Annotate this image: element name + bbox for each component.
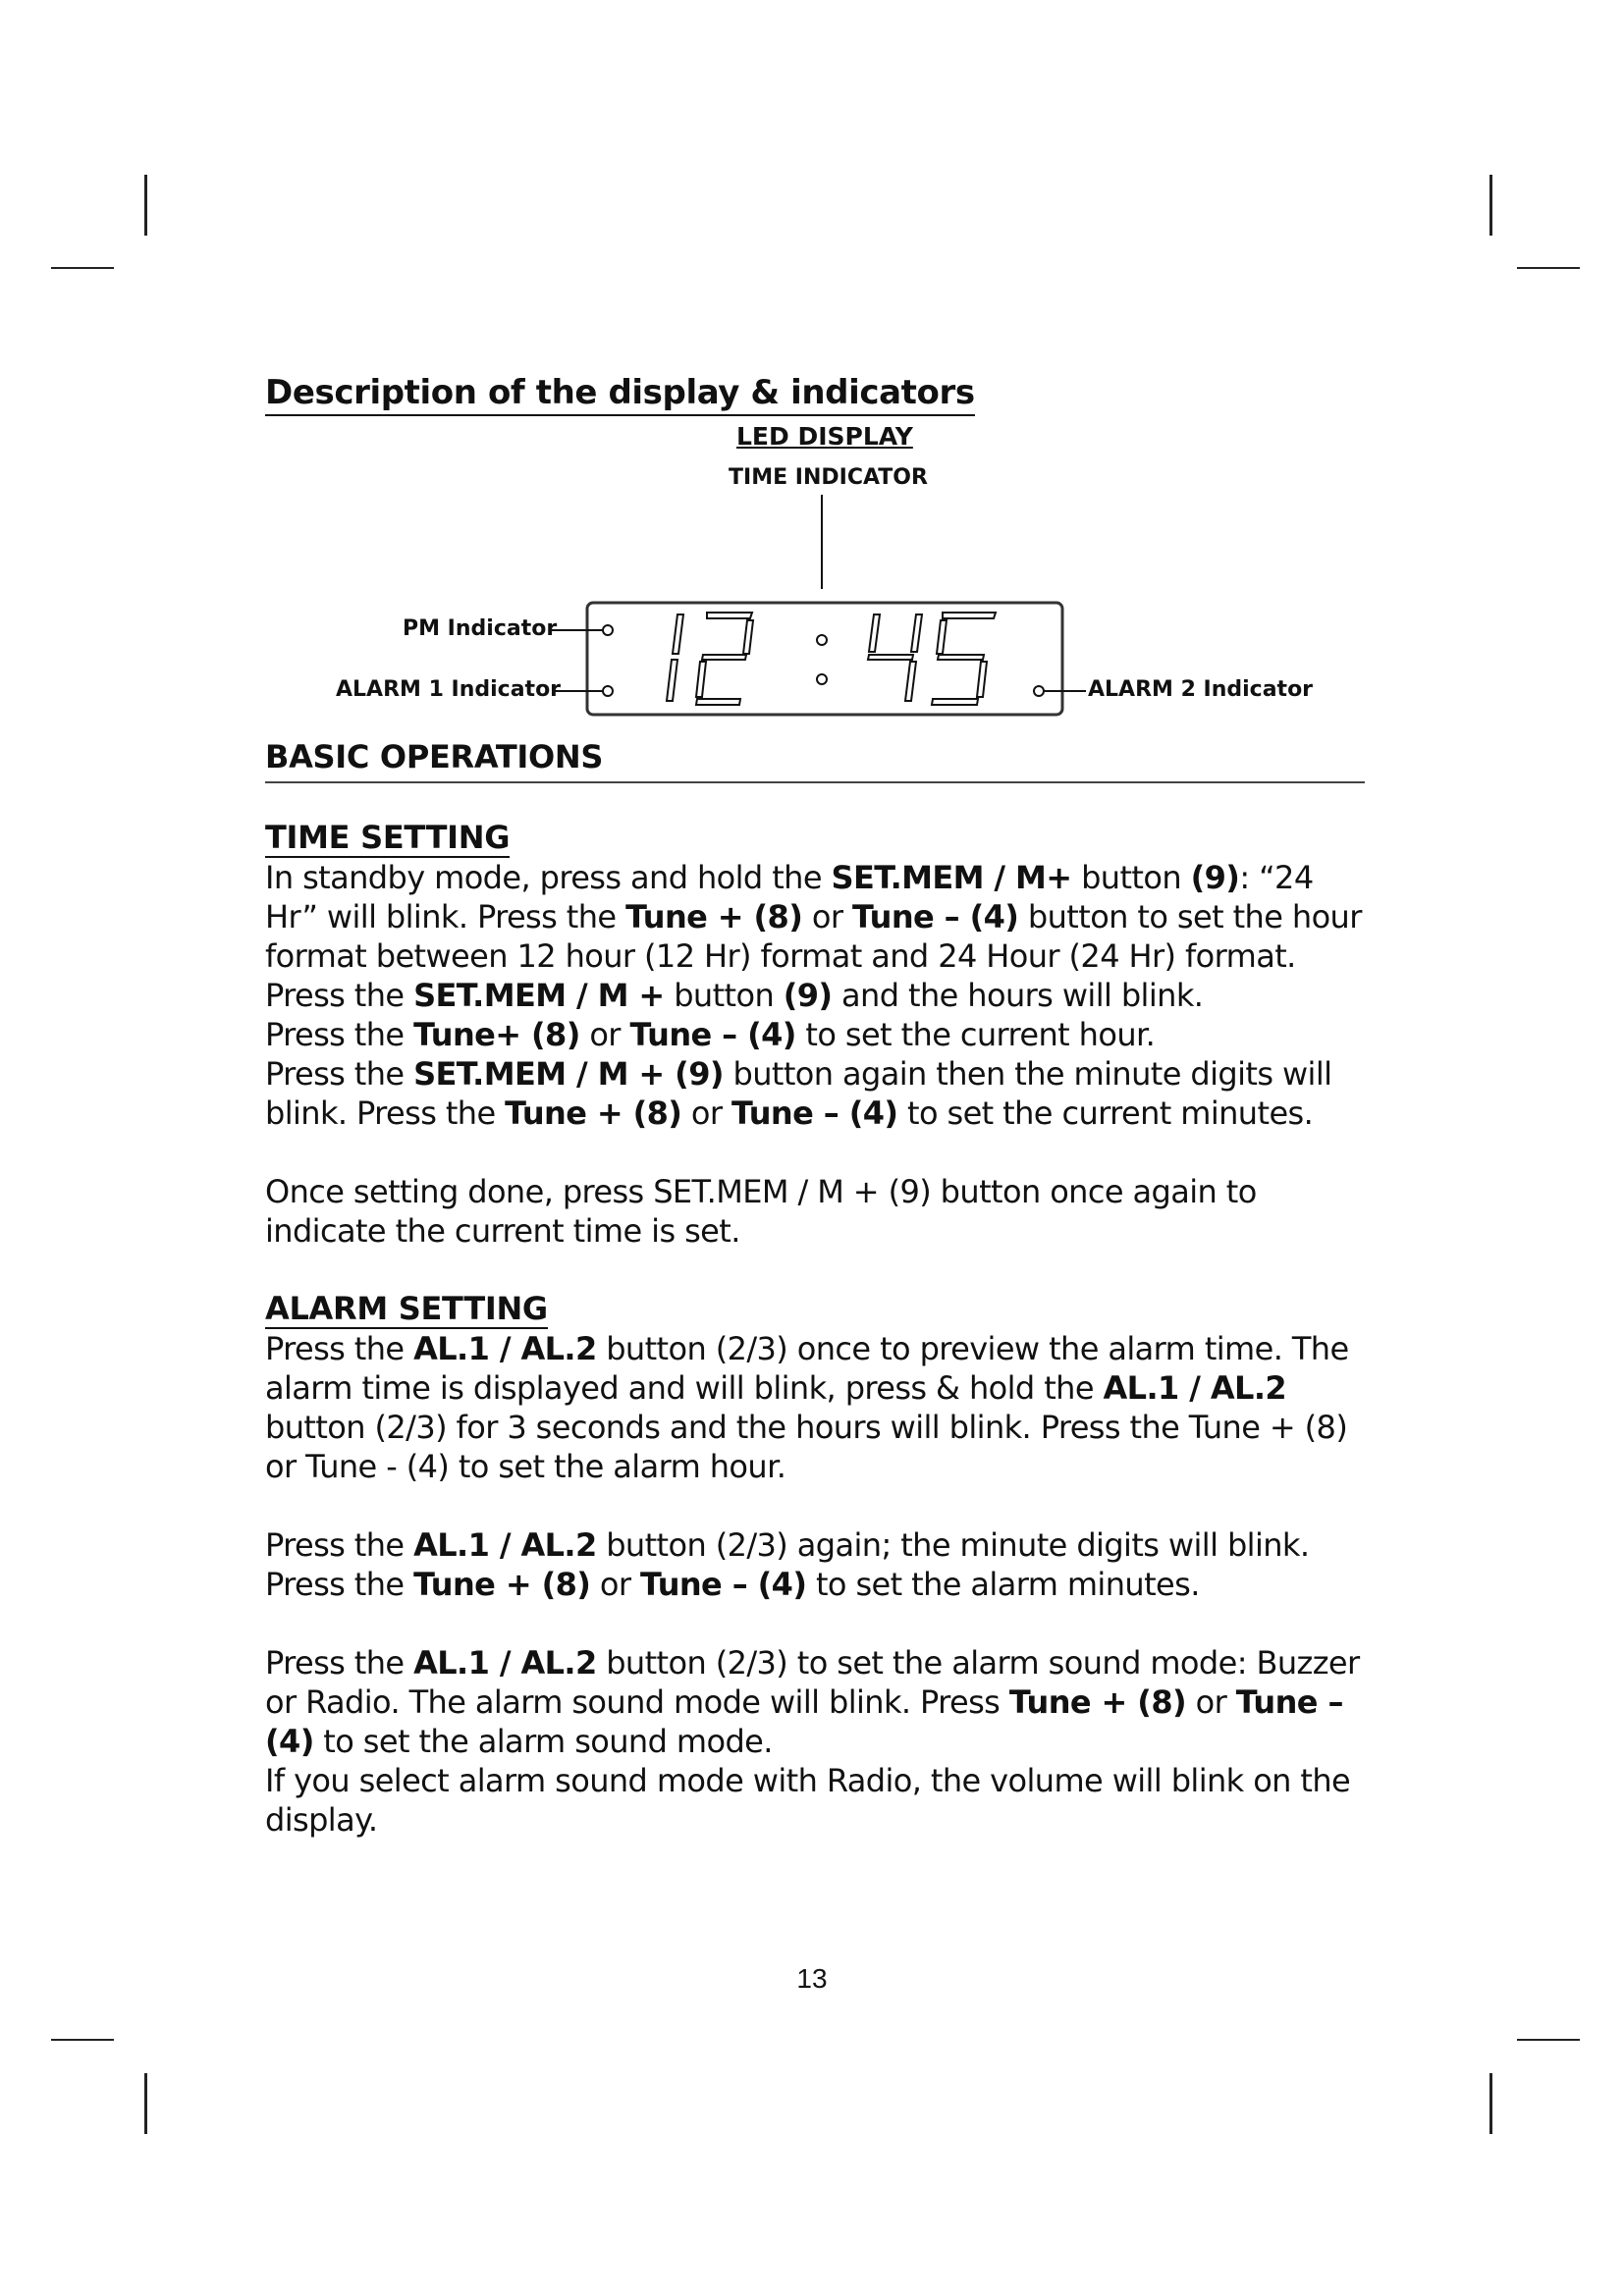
time-setting-paragraph <box>265 858 1365 976</box>
digit-5 <box>932 613 996 705</box>
text-run: or <box>1186 1683 1236 1721</box>
alarm-setting-paragraph <box>265 1643 1365 1761</box>
text-run: Press the <box>265 977 414 1014</box>
led-display-frame <box>587 603 1062 715</box>
text-run: Press the <box>265 1055 414 1093</box>
crop-mark <box>144 2073 147 2134</box>
bold-text-run: AL.1 / AL.2 <box>413 1644 597 1682</box>
bold-text-run: AL.1 / AL.2 <box>413 1330 597 1367</box>
text-run: If you select alarm sound mode with Radio, the volume will blink on the display. <box>265 1762 1351 1839</box>
time-setting-paragraph <box>265 976 1365 1015</box>
crop-mark <box>1517 2039 1580 2041</box>
crop-mark <box>1517 267 1580 269</box>
text-run: button <box>1071 859 1191 896</box>
crop-mark <box>1489 175 1492 236</box>
text-run: to set the current minutes. <box>897 1095 1314 1132</box>
bold-text-run: Tune – (4) <box>639 1566 807 1603</box>
bold-text-run: AL.1 / AL.2 <box>1103 1369 1287 1407</box>
bold-text-run: Tune – (4) <box>851 898 1019 935</box>
time-setting-heading: TIME SETTING <box>265 819 511 856</box>
text-run: In standby mode, press and hold the <box>265 859 832 896</box>
alarm2-indicator-dot <box>1034 686 1044 696</box>
time-setting-paragraph <box>265 1015 1365 1054</box>
section-title-display: Description of the display & indicators <box>265 373 975 416</box>
text-run: Press the <box>265 1526 414 1564</box>
crop-mark <box>51 2039 114 2041</box>
pm-indicator-dot <box>603 625 613 635</box>
crop-mark <box>51 267 114 269</box>
alarm-setting-heading: ALARM SETTING <box>265 1290 548 1327</box>
text-run: Press the <box>265 1330 414 1367</box>
pm-indicator-label: PM Indicator <box>403 616 558 641</box>
text-run: to set the current hour. <box>795 1016 1156 1053</box>
text-run: Once setting done, press SET.MEM / M + (9) button once again to indicate the current time is set. <box>265 1173 1257 1250</box>
text-run: : “24 Hr” will blink. Press the <box>265 859 1314 935</box>
colon-dot-top <box>817 635 827 645</box>
text-run: button (2/3) again; the minute digits will blink. Press the <box>265 1526 1310 1603</box>
digit-1 <box>667 614 683 701</box>
bold-text-run: Tune + (8) <box>505 1095 682 1132</box>
digit-4 <box>868 614 922 701</box>
text-run: button (2/3) to set the alarm sound mode: Buzzer or Radio. The alarm sound mode will blink. Press <box>265 1644 1360 1721</box>
crop-mark <box>144 175 147 236</box>
bold-text-run: SET.MEM / M+ <box>831 859 1072 896</box>
alarm-setting-paragraph <box>265 1329 1365 1486</box>
text-run: button to set the hour format between 12 hour (12 Hr) format and 24 Hour (24 Hr) format. <box>265 898 1362 975</box>
bold-text-run: Tune + (8) <box>625 898 803 935</box>
text-run: or <box>579 1016 630 1053</box>
alarm1-indicator-dot <box>603 686 613 696</box>
bold-text-run: SET.MEM / M + <box>413 977 665 1014</box>
bold-text-run: Tune – (4) <box>629 1016 796 1053</box>
time-setting-paragraph <box>265 1172 1365 1251</box>
text-run: button (2/3) for 3 seconds and the hours will blink. Press the Tune + (8) or Tune - (4) to set the alarm hour. <box>265 1409 1348 1485</box>
digit-2 <box>696 613 753 705</box>
bold-text-run: Tune – (4) <box>265 1683 1343 1760</box>
text-run: to set the alarm sound mode. <box>313 1723 773 1760</box>
led-display-diagram <box>265 422 1365 717</box>
text-run: button again then the minute digits will blink. Press the <box>265 1055 1332 1132</box>
text-run: button (2/3) once to preview the alarm time. The alarm time is displayed and will blink, press & hold the <box>265 1330 1349 1407</box>
alarm-setting-paragraph <box>265 1525 1365 1604</box>
text-run: button <box>664 977 784 1014</box>
alarm-setting-paragraph <box>265 1761 1365 1840</box>
bold-text-run: Tune + (8) <box>1008 1683 1187 1721</box>
time-setting-paragraph <box>265 1054 1365 1133</box>
bold-text-run: (9) <box>783 977 833 1014</box>
led-display-label: LED DISPLAY <box>736 422 913 451</box>
alarm2-indicator-label: ALARM 2 Indicator <box>1088 677 1314 702</box>
bold-text-run: Tune + (8) <box>413 1566 591 1603</box>
text-run: and the hours will blink. <box>832 977 1204 1014</box>
page-number: 13 <box>796 1963 828 1994</box>
bold-text-run: AL.1 / AL.2 <box>413 1526 597 1564</box>
bold-text-run: (9) <box>1190 859 1240 896</box>
page-content <box>265 373 1365 1840</box>
time-indicator-label: TIME INDICATOR <box>729 465 928 490</box>
text-run: or <box>681 1095 732 1132</box>
text-run: Press the <box>265 1016 414 1053</box>
text-run: or <box>590 1566 640 1603</box>
bold-text-run: Tune – (4) <box>731 1095 898 1132</box>
text-run: or <box>802 898 852 935</box>
bold-text-run: Tune+ (8) <box>413 1016 580 1053</box>
colon-dot-bottom <box>817 674 827 684</box>
text-run: Press the <box>265 1644 414 1682</box>
basic-operations-heading: BASIC OPERATIONS <box>265 738 1365 783</box>
alarm1-indicator-label: ALARM 1 Indicator <box>336 677 562 702</box>
bold-text-run: SET.MEM / M + (9) <box>413 1055 724 1093</box>
crop-mark <box>1489 2073 1492 2134</box>
text-run: to set the alarm minutes. <box>806 1566 1200 1603</box>
